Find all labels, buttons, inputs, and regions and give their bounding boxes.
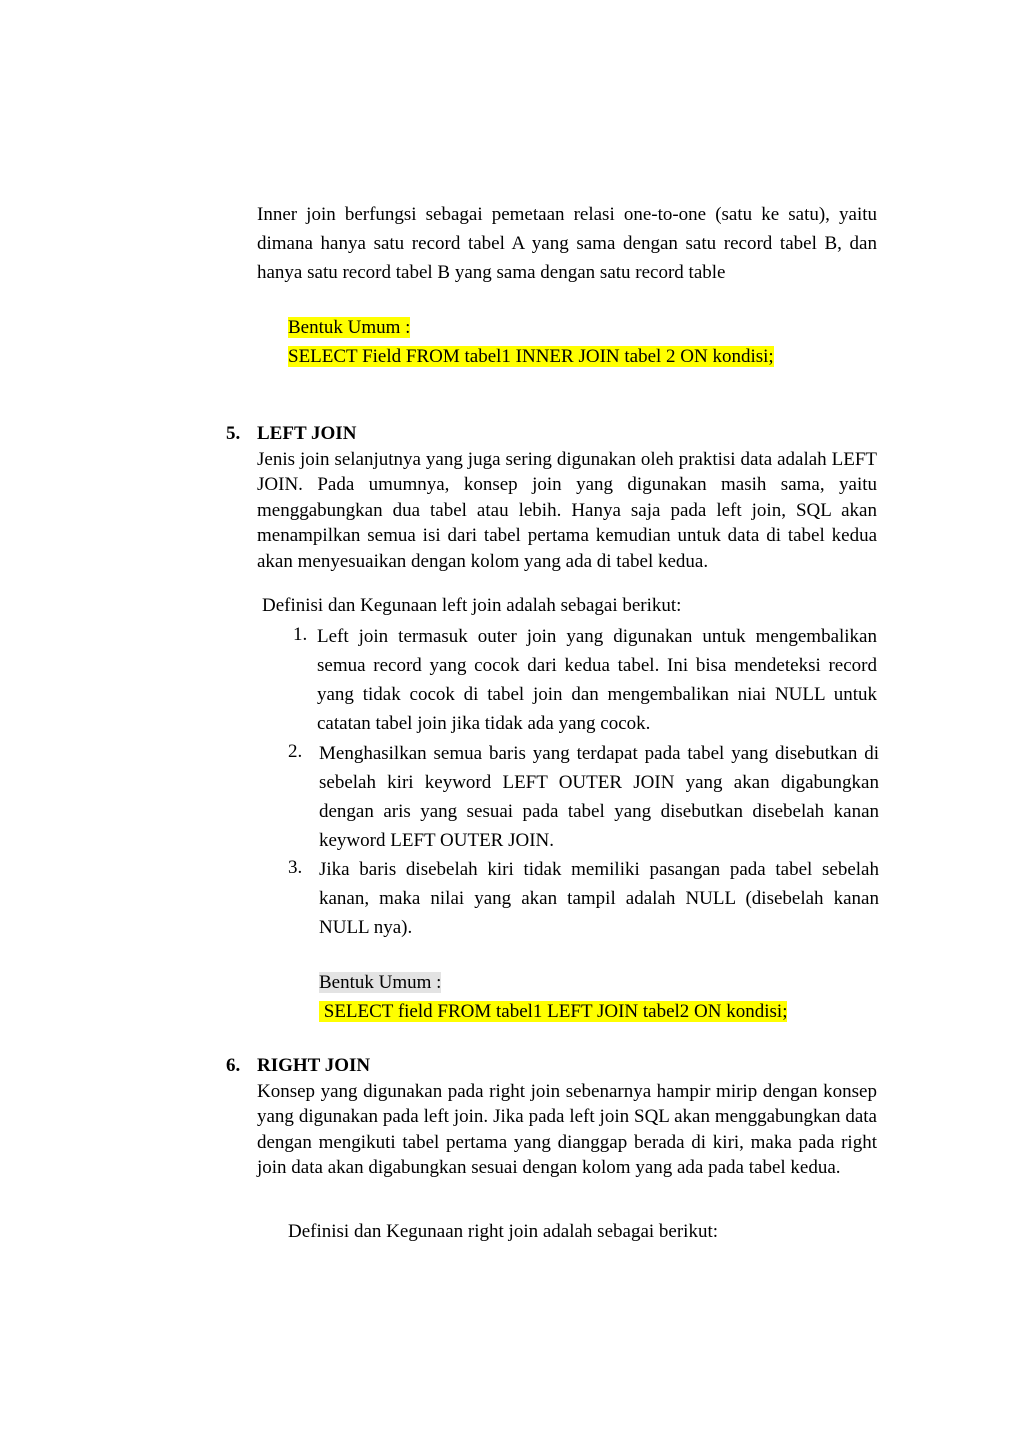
- left-join-item-2-text: Menghasilkan semua baris yang terdapat pada tabel yang disebutkan di sebelah kiri keyword LEFT OUTER JOIN yang akan digabungkan dengan aris yang sesuai pada tabel yang disebutkan disebelah kanan keyword LEFT OUTER JOIN.: [319, 743, 879, 851]
- left-join-title: LEFT JOIN: [257, 423, 357, 444]
- syntax-code-text: SELECT Field FROM tabel1 INNER JOIN tabel 2 ON kondisi;: [288, 346, 774, 367]
- left-join-syntax-label: [319, 970, 441, 996]
- right-join-number: 6.: [226, 1055, 241, 1076]
- left-join-item-3-number: 3.: [288, 857, 303, 878]
- left-join-definition-heading: Definisi dan Kegunaan left join adalah sebagai berikut:: [262, 595, 682, 616]
- inner-join-syntax-label: [288, 315, 410, 341]
- left-join-item-2-number: 2.: [288, 741, 303, 762]
- right-join-title: RIGHT JOIN: [257, 1055, 371, 1076]
- left-join-item-1-text: Left join termasuk outer join yang digunakan untuk mengembalikan semua record yang cocok dari kedua tabel. Ini bisa mendeteksi record yang tidak cocok di tabel join dan mengembalikan niai NULL untuk catatan tabel join jika tidak ada yang cocok.: [317, 626, 877, 734]
- left-join-paragraph: Jenis join selanjutnya yang juga sering digunakan oleh praktisi data adalah LEFT JOIN. Pada umumnya, konsep join yang digunakan masih sama, yaitu menggabungkan dua tabel atau lebih. Hanya saja pada left join, SQL akan menampilkan semua isi dari tabel pertama kemudian untuk data di tabel kedua akan menyesuaikan dengan kolom yang ada di tabel kedua.: [257, 449, 877, 572]
- left-join-item-1-number: 1.: [293, 624, 308, 645]
- right-join-definition-heading: Definisi dan Kegunaan right join adalah sebagai berikut:: [288, 1221, 719, 1242]
- inner-join-paragraph: Inner join berfungsi sebagai pemetaan relasi one-to-one (satu ke satu), yaitu dimana hanya satu record tabel A yang sama dengan satu record tabel B, dan hanya satu record tabel B yang sama dengan satu record table: [257, 204, 877, 283]
- inner-join-syntax-code: [288, 344, 774, 370]
- syntax-label-text: Bentuk Umum :: [319, 972, 442, 993]
- right-join-paragraph: Konsep yang digunakan pada right join sebenarnya hampir mirip dengan konsep yang digunakan pada left join. Jika pada left join SQL akan menggabungkan data dengan mengikuti tabel pertama yang dianggap berada di kiri, maka pada right join data akan digabungkan sesuai dengan kolom yang ada pada tabel kedua.: [257, 1081, 877, 1179]
- left-join-number: 5.: [226, 423, 241, 444]
- left-join-syntax-code: [319, 999, 787, 1025]
- syntax-label-text: Bentuk Umum :: [288, 317, 411, 338]
- syntax-code-text: SELECT field FROM tabel1 LEFT JOIN tabel2 ON kondisi;: [319, 1001, 788, 1022]
- left-join-item-3-text: Jika baris disebelah kiri tidak memiliki pasangan pada tabel sebelah kanan, maka nilai yang akan tampil adalah NULL (disebelah kanan NULL nya).: [319, 859, 879, 938]
